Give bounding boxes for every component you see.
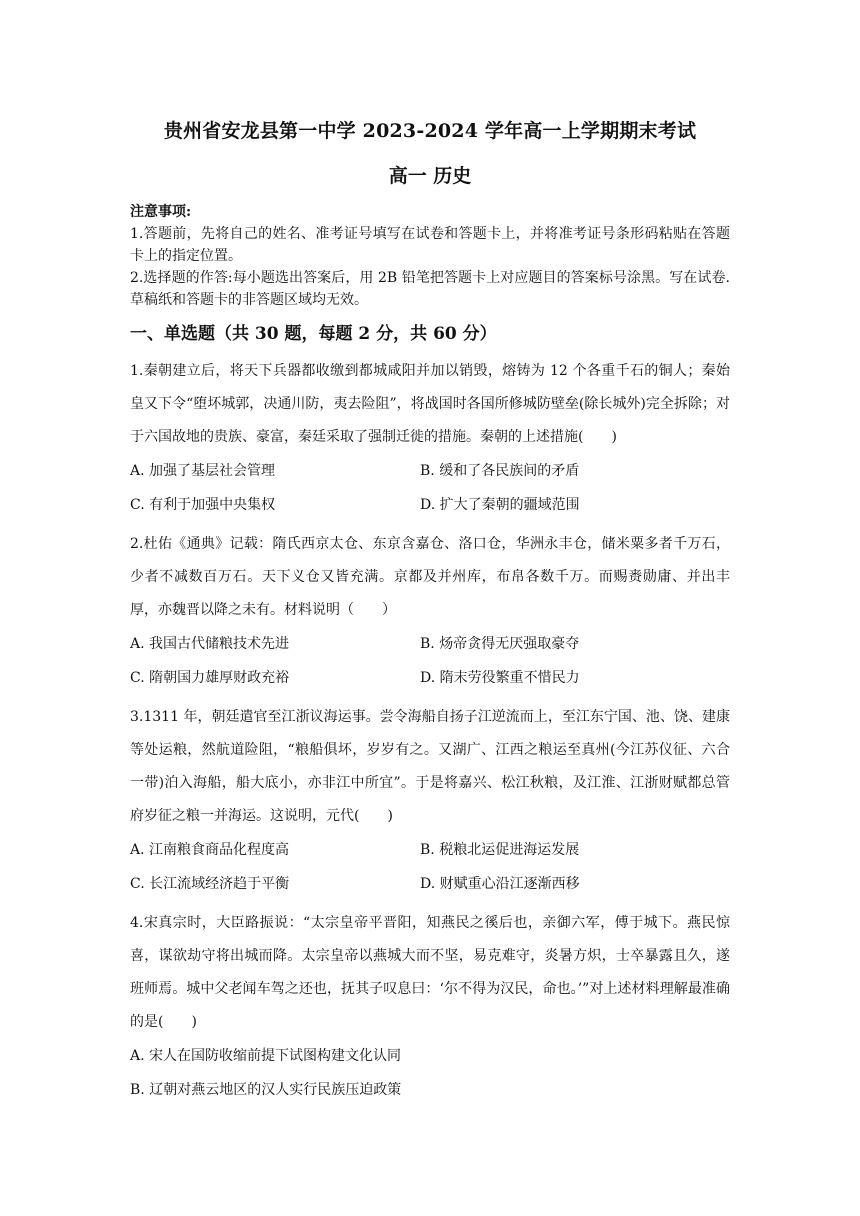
option-d: D. 隋末劳役繁重不惜民力 bbox=[420, 670, 580, 686]
option-list bbox=[130, 627, 730, 695]
option-list bbox=[130, 1039, 730, 1107]
option-a: A. 我国古代储粮技术先进 bbox=[130, 636, 290, 652]
question-stem: 4.宋真宗时，大臣路振说：“太宗皇帝平晋阳，知燕民之徯后也，亲御六军，傅于城下。燕民惊喜，谋欲劫守将出城而降。太宗皇帝以燕城大而不坚，易克难守，炎暑方炽，士卒暴露且久，遂班师焉。城中父老闻车驾之还也，抚其子叹息曰：‘尔不得为汉民，命也。’”对上述材料理解最准确的是( ) bbox=[130, 915, 730, 1030]
exam-body bbox=[130, 201, 730, 1107]
option-a: A. 宋人在国防收缩前提下试图构建文化认同 bbox=[130, 1048, 402, 1064]
question-stem: 3.1311 年，朝廷遣官至江浙议海运事。尝令海船自扬子江逆流而上，至江东宁国、池、饶、建康等处运粮，然航道险阻，“粮船俱坏，岁岁有之。又湖广、江西之粮运至真州(今江苏仪征、六合一带)泊入海船，船大底小，亦非江中所宜”。于是将嘉兴、松江秋粮，及江淮、江浙财赋都总管府岁征之粮一并海运。这说明，元代( ) bbox=[130, 709, 730, 824]
question-3 bbox=[130, 701, 730, 901]
notes-block bbox=[130, 201, 730, 311]
question-4 bbox=[130, 907, 730, 1107]
option-a: A. 加强了基层社会管理 bbox=[130, 463, 276, 479]
question-1 bbox=[130, 355, 730, 522]
exam-subtitle: 高一 历史 bbox=[388, 165, 472, 187]
option-b: B. 辽朝对燕云地区的汉人实行民族压迫政策 bbox=[130, 1082, 402, 1098]
section-heading: 一、单选题（共 30 题，每题 2 分，共 60 分） bbox=[130, 324, 497, 344]
question-stem: 2.杜佑《通典》记载：隋氏西京太仓、东京含嘉仓、洛口仓，华洲永丰仓，储米粟多者千万石，少者不减数百万石。天下义仓又皆充满。京都及并州库，布帛各数千万。而赐赉勋庸、并出丰厚，亦魏晋以降之未有。材料说明（ ） bbox=[130, 536, 730, 618]
option-d: D. 扩大了秦朝的疆域范围 bbox=[420, 497, 580, 513]
option-b: B. 缓和了各民族间的矛盾 bbox=[420, 463, 580, 479]
notes-heading: 注意事项: bbox=[130, 204, 192, 220]
option-list bbox=[130, 833, 730, 901]
option-b: B. 炀帝贪得无厌强取豪夺 bbox=[420, 636, 580, 652]
option-b: B. 税粮北运促进海运发展 bbox=[420, 842, 580, 858]
exam-title: 贵州省安龙县第一中学 2023-2024 学年高一上学期期末考试 bbox=[163, 120, 697, 142]
question-2 bbox=[130, 528, 730, 695]
option-c: C. 有利于加强中央集权 bbox=[130, 497, 276, 513]
option-c: C. 隋朝国力雄厚财政充裕 bbox=[130, 670, 290, 686]
note-item: 2.选择题的作答:每小题选出答案后，用 2B 铅笔把答题卡上对应题目的答案标号涂黑。写在试卷.草稿纸和答题卡的非答题区域均无效。 bbox=[130, 270, 730, 308]
option-list bbox=[130, 454, 730, 522]
option-a: A. 江南粮食商品化程度高 bbox=[130, 842, 290, 858]
option-c: C. 长江流域经济趋于平衡 bbox=[130, 876, 290, 892]
question-stem: 1.秦朝建立后，将天下兵器都收缴到都城咸阳并加以销毁，熔铸为 12 个各重千石的铜人；秦始皇又下令“堕坏城郭，决通川防，夷去险阻”，将战国时各国所修城防壁垒(除长城外)完全拆除；对于六国故地的贵族、豪富，秦廷采取了强制迁徙的措施。秦朝的上述措施( ) bbox=[130, 363, 730, 445]
option-d: D. 财赋重心沿江逐渐西移 bbox=[420, 876, 580, 892]
note-item: 1.答题前，先将自己的姓名、准考证号填写在试卷和答题卡上，并将准考证号条形码粘贴在答题卡上的指定位置。 bbox=[130, 226, 730, 264]
